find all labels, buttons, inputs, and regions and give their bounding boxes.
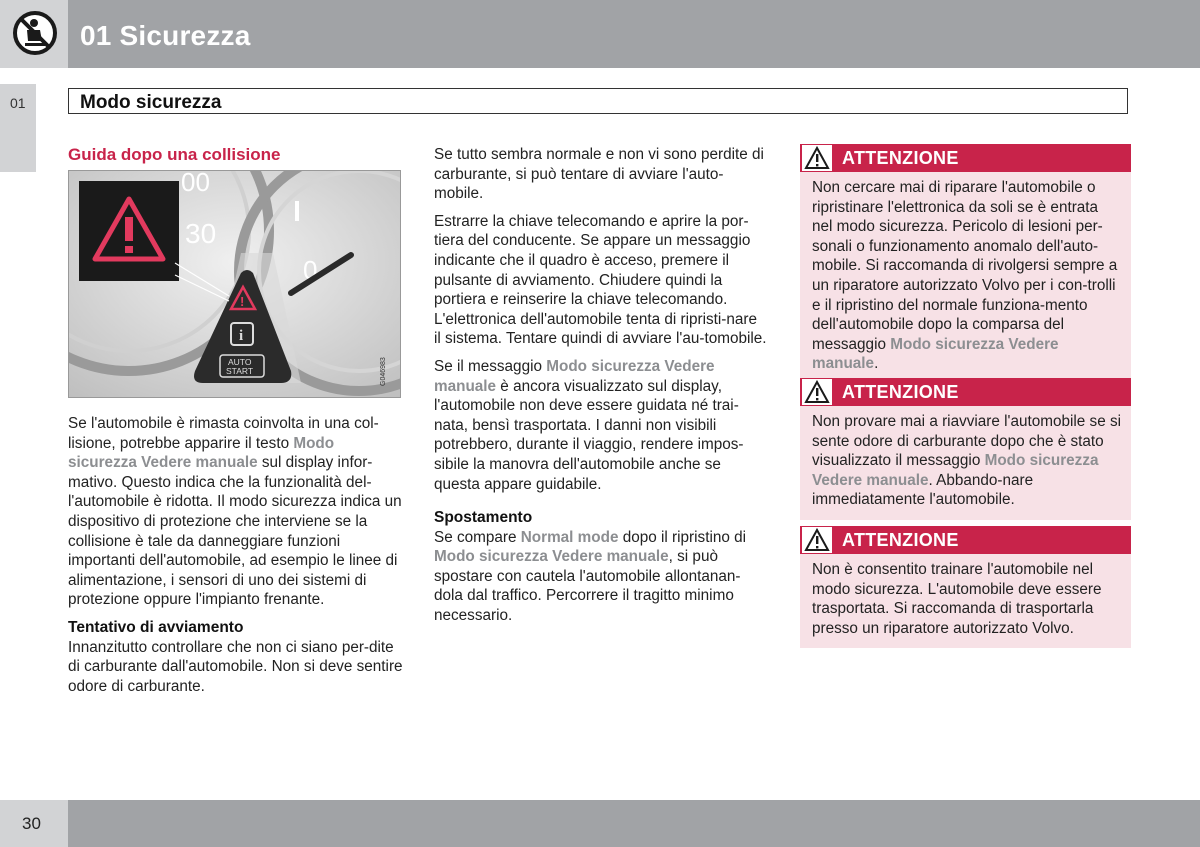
svg-text:i: i	[239, 328, 244, 344]
warning-triangle-icon	[802, 145, 832, 171]
warning-title: ATTENZIONE	[842, 530, 959, 550]
footer-bar	[68, 800, 1200, 847]
paragraph: Estrarre la chiave telecomando e aprire la por-tiera del conducente. Se appare un messaggio indicante che il quadro è acceso, premere il pulsante di avviamento. Chiudere quindi la portiera e reinserire la chiave telecomando. L'elettronica dell'automobile tenta di ripristi-nare il sistema. Tentare quindi di avviare l'au-tomobile.	[434, 212, 767, 348]
warning-triangle-icon	[802, 379, 832, 405]
warning-title: ATTENZIONE	[842, 382, 959, 402]
subheading-moving: Spostamento	[434, 509, 533, 527]
paragraph: Se tutto sembra normale e non vi sono perdite di carburante, si può tentare di avviare l'auto-mobile.	[434, 146, 764, 203]
seatbelt-warning-icon	[12, 10, 58, 56]
warning-box	[800, 378, 1131, 520]
chapter-side-tab-label: 01	[10, 95, 26, 111]
warning-title: ATTENZIONE	[842, 148, 959, 168]
section-title: Modo sicurezza	[80, 92, 222, 113]
warning-box	[800, 526, 1131, 648]
dashboard-figure	[68, 170, 401, 398]
warning-text: Non cercare mai di riparare l'automobile o ripristinare l'elettronica da soli se è entrata nel modo sicurezza. Pericolo di lesioni per-sonali o funzionamento anomalo dell'auto-mobile. Si raccomanda di rivolgersi sempre a un riparatore autorizzato Volvo per i con-trolli e il ripristino del normale funziona-mento dell'automobile dopo la comparsa del messaggio Modo sicurezza Vedere manuale.	[812, 179, 1118, 373]
dashboard-illustration	[69, 171, 401, 398]
column-2	[434, 145, 768, 634]
warning-header	[800, 144, 1131, 172]
warning-header	[800, 378, 1131, 406]
page-number: 30	[22, 814, 41, 833]
auto-start-label-1: AUTO	[228, 357, 252, 367]
warning-text: Non provare mai a riavviare l'automobile se si sente odore di carburante dopo che è stato visualizzato il messaggio Modo sicurezza Vedere manuale. Abbando-nare immediatamente l'automobile.	[812, 413, 1121, 509]
gauge-number-decor: 30	[185, 218, 217, 249]
figure-ref-code: G046983	[380, 357, 387, 386]
chapter-title: 01 Sicurezza	[80, 20, 251, 51]
section-title-box	[68, 88, 1128, 114]
paragraph: Se il messaggio Modo sicurezza Vedere manuale è ancora visualizzato sul display, l'automobile non deve essere guidata né trai-nata, bensì trasportata. I danni non visibili potrebbero, durante il viaggio, rendere impos-sibile la manovra dell'automobile anche se questa appare guidabile.	[434, 357, 744, 493]
paragraph: Se compare Normal mode dopo il ripristino di Modo sicurezza Vedere manuale, si può spostare con cautela l'automobile allontanan-dola dal traffico. Percorrere il tragitto minimo necessario.	[434, 528, 747, 625]
svg-text:!: !	[240, 294, 245, 309]
warning-header	[800, 526, 1131, 554]
heading-collision: Guida dopo una collisione	[68, 145, 281, 164]
gauge-number-decor: 00	[181, 171, 210, 197]
warning-triangle-icon	[802, 527, 832, 553]
gauge-digit: 0	[303, 255, 318, 285]
auto-start-label-2: START	[226, 366, 254, 376]
warning-box	[800, 144, 1131, 384]
column-1-body	[68, 414, 403, 704]
paragraph: Se l'automobile è rimasta coinvolta in una col-lisione, potrebbe apparire il testo Modo sicurezza Vedere manuale sul display infor-mativo. Questo indica che la funzionalità del-l'automobile è ridotta. Il modo sicurezza indica un dispositivo di protezione che interviene se la collisione è tale da danneggiare funzioni importanti dell'automobile, ad esempio le linee di alimentazione, i sensori di uno dei sistemi di protezione oppure l'impianto frenante.	[68, 415, 402, 609]
subheading-start-attempt: Tentativo di avviamento	[68, 618, 244, 636]
warning-text: Non è consentito trainare l'automobile nel modo sicurezza. L'automobile deve essere trasportata. Si raccomanda di trasportarla presso un riparatore autorizzato Volvo.	[812, 561, 1102, 637]
paragraph: Innanzitutto controllare che non ci siano per-dite di carburante dall'automobile. Non si deve sentire odore di carburante.	[68, 638, 403, 695]
